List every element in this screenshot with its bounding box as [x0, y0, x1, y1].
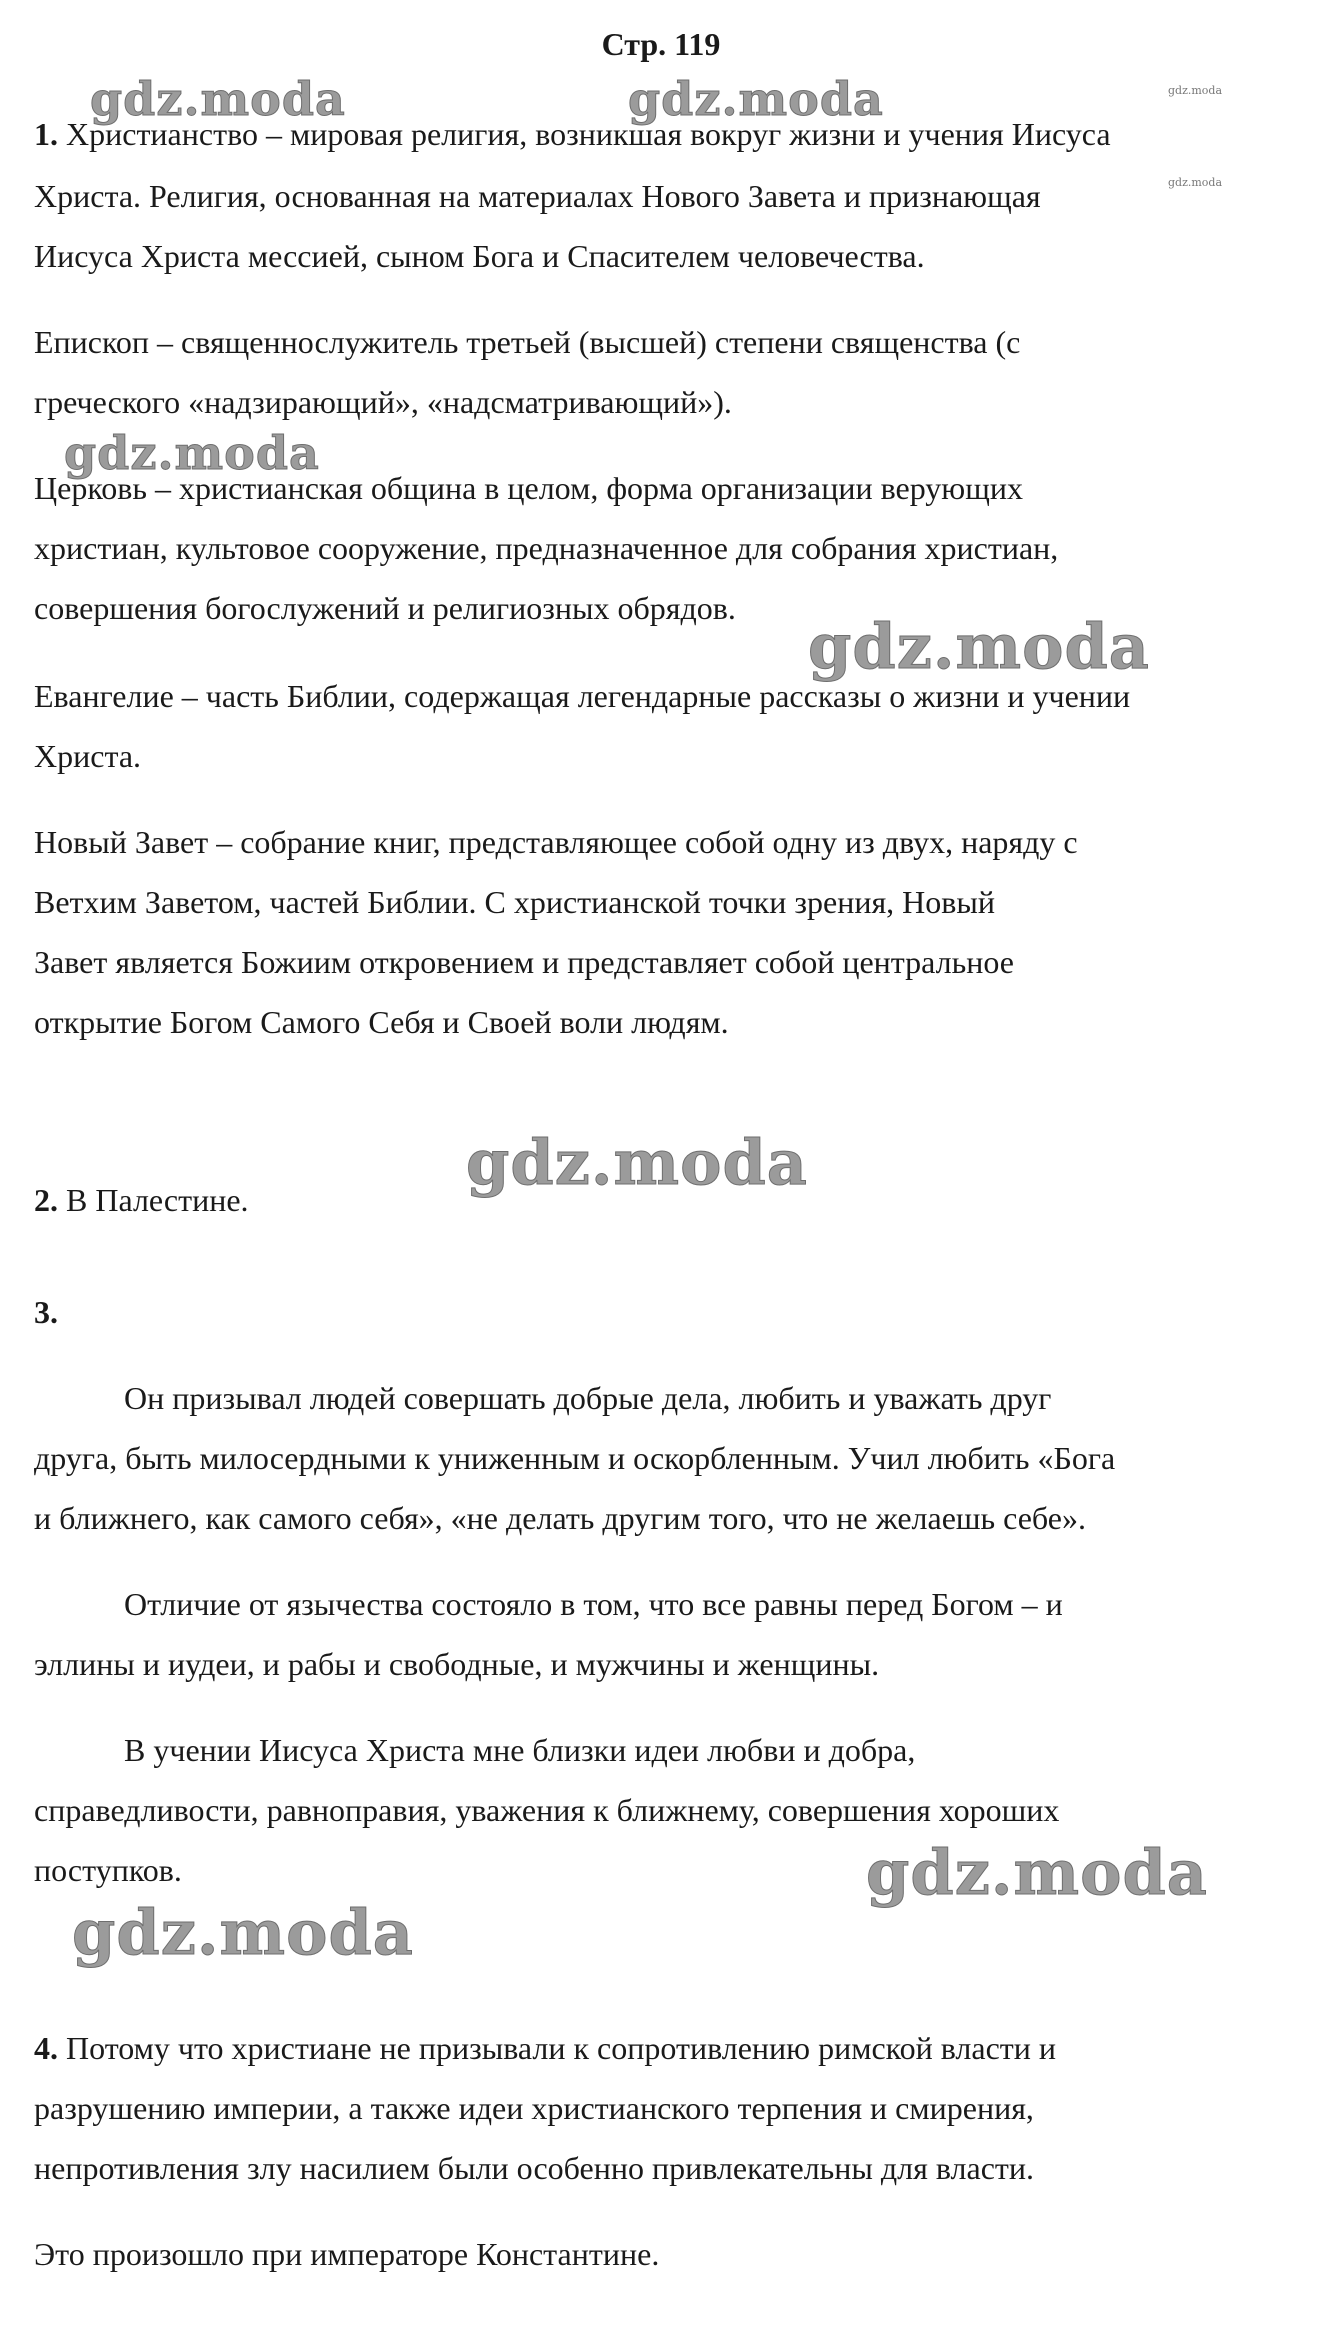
watermark: gdz.moda — [72, 1896, 414, 1969]
q1-line: Христа. Религия, основанная на материалах Нового Завета и признающая — [34, 178, 1041, 214]
q1-line: Иисуса Христа мессией, сыном Бога и Спасителем человечества. — [34, 238, 925, 274]
q4-line: разрушению империи, а также идеи христианского терпения и смирения, — [34, 2090, 1034, 2126]
q3-line: поступков. — [34, 1852, 182, 1888]
q4-line: 4. Потому что христиане не призывали к сопротивлению римской власти и — [34, 2030, 1056, 2066]
q1-line: Церковь – христианская община в целом, форма организации верующих — [34, 470, 1023, 506]
q3-line: справедливости, равноправия, уважения к ближнему, совершения хороших — [34, 1792, 1060, 1828]
q4-line: Это произошло при императоре Константине. — [34, 2236, 660, 2272]
watermark-small: gdz.moda — [1168, 84, 1223, 97]
q4-number: 4. — [34, 2030, 58, 2066]
q3-number: 3. — [34, 1294, 58, 1330]
watermark: gdz.moda — [866, 1836, 1208, 1909]
watermark: gdz.moda — [466, 1126, 808, 1199]
q1-line: греческого «надзирающий», «надсматривающий»). — [34, 384, 732, 420]
q3-line: эллины и иудеи, и рабы и свободные, и мужчины и женщины. — [34, 1646, 880, 1682]
q1-line: 1. Христианство – мировая религия, возникшая вокруг жизни и учения Иисуса — [34, 116, 1111, 152]
watermark: gdz.moda — [64, 426, 320, 480]
q1-line: Ветхим Заветом, частей Библии. С христианской точки зрения, Новый — [34, 884, 995, 920]
q1-line: Новый Завет – собрание книг, представляющее собой одну из двух, наряду с — [34, 824, 1078, 860]
q3-line: друга, быть милосердными к униженным и оскорбленным. Учил любить «Бога — [34, 1440, 1116, 1476]
watermark: gdz.moda — [808, 610, 1150, 683]
q1-line: христиан, культовое сооружение, предназначенное для собрания христиан, — [34, 530, 1059, 566]
q1-number: 1. — [34, 116, 58, 152]
q1-line: открытие Богом Самого Себя и Своей воли людям. — [34, 1004, 729, 1040]
q1-line: Христа. — [34, 738, 142, 774]
q1-line: Епископ – священнослужитель третьей (высшей) степени священства (с — [34, 324, 1021, 360]
watermark: gdz.moda — [628, 72, 884, 126]
q4-line: непротивления злу насилием были особенно привлекательны для власти. — [34, 2150, 1035, 2186]
q3-line: В учении Иисуса Христа мне близки идеи любви и добра, — [124, 1732, 916, 1768]
q1-line: совершения богослужений и религиозных обрядов. — [34, 590, 736, 626]
q3-line: Он призывал людей совершать добрые дела, любить и уважать друг — [124, 1380, 1052, 1416]
page-title: Стр. 119 — [601, 26, 721, 62]
q3-line: и ближнего, как самого себя», «не делать другим того, что не желаешь себе». — [34, 1500, 1086, 1536]
q1-line: Евангелие – часть Библии, содержащая легендарные рассказы о жизни и учении — [34, 678, 1131, 714]
watermark-small: gdz.moda — [1168, 176, 1223, 189]
q2-line: 2. В Палестине. — [34, 1182, 249, 1218]
q3-line: Отличие от язычества состояло в том, что все равны перед Богом – и — [124, 1586, 1063, 1622]
q2-number: 2. — [34, 1182, 58, 1218]
q1-line: Завет является Божиим откровением и представляет собой центральное — [34, 944, 1014, 980]
watermark: gdz.moda — [90, 72, 346, 126]
